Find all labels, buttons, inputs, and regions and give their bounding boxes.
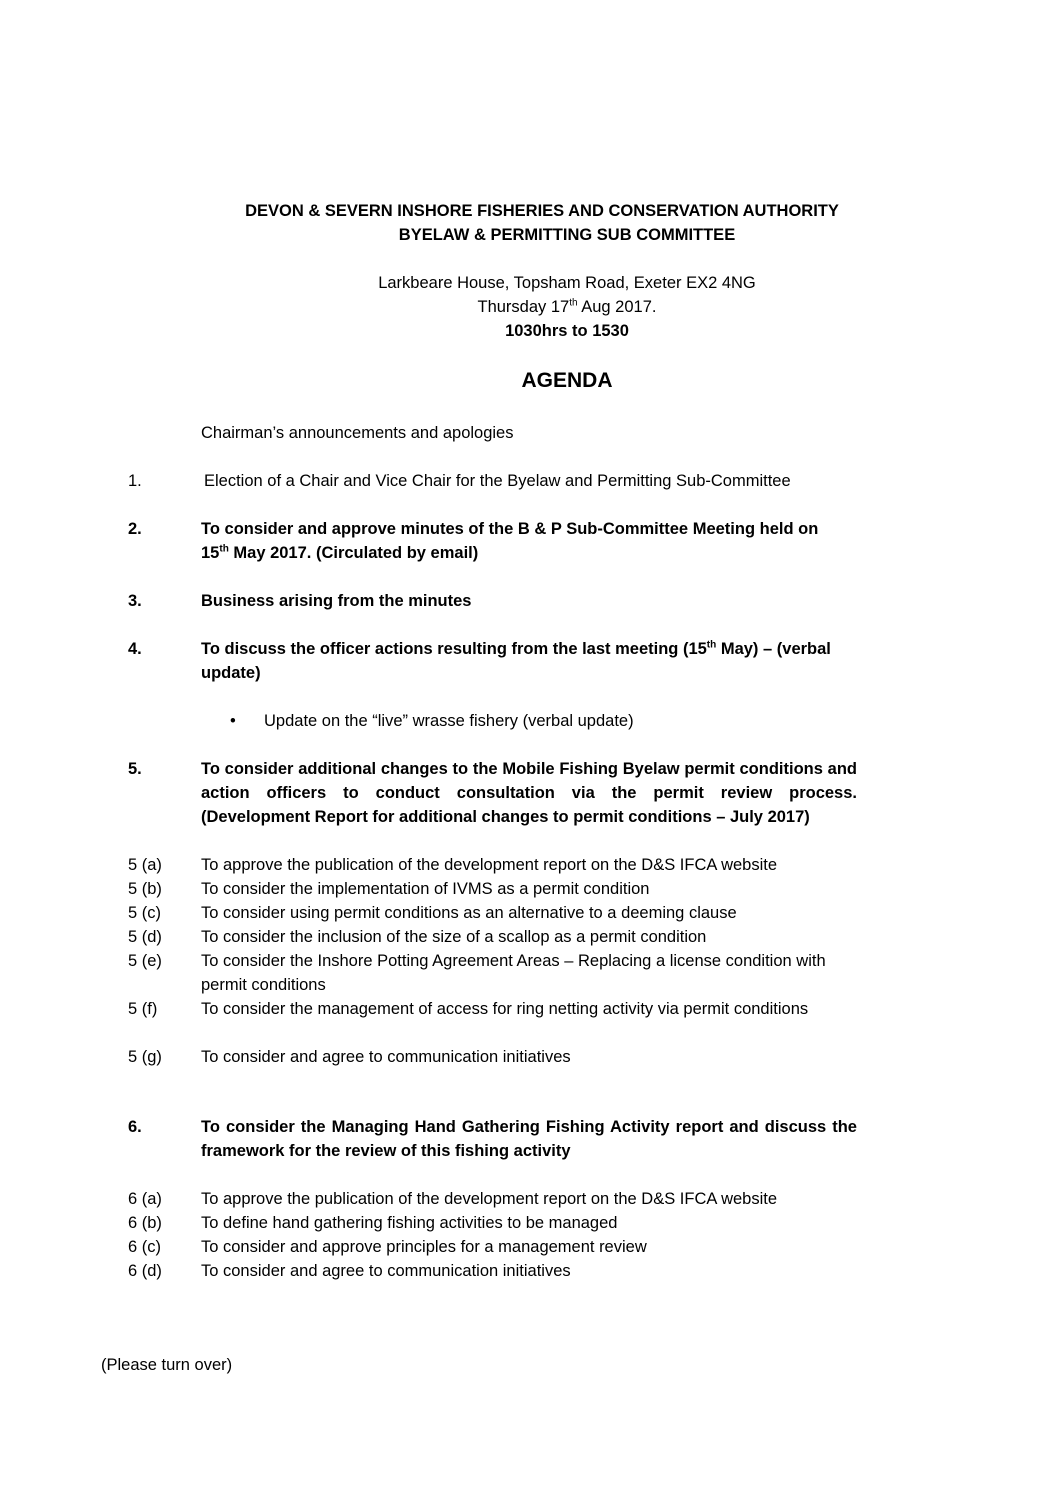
sub-item-text: To define hand gathering fishing activities to be managed — [201, 1214, 618, 1232]
item-text: To consider and approve minutes of the B & P Sub-Committee Meeting held on 15th May 2017. (Circulated by email) — [201, 520, 819, 562]
sub-item-text: To consider and approve principles for a management review — [201, 1238, 647, 1256]
sub-item-number: 5 (g) — [128, 1048, 162, 1066]
sub-item-text: To consider using permit conditions as an alternative to a deeming clause — [201, 904, 737, 922]
sub-item-text: Update on the “live” wrasse fishery (verbal update) — [264, 712, 634, 730]
item-number: 4. — [128, 640, 142, 658]
item-text: To discuss the officer actions resulting from the last meeting (15th May) – (verbal update) — [201, 639, 831, 682]
committee-title: BYELAW & PERMITTING SUB COMMITTEE — [398, 226, 736, 244]
item-number: 1. — [128, 472, 142, 490]
sub-item-number: 5 (b) — [128, 880, 162, 898]
item-number: 6. — [128, 1118, 142, 1136]
sub-item-text: To consider the inclusion of the size of a scallop as a permit condition — [201, 928, 707, 946]
sub-item-text: To consider the implementation of IVMS as a permit condition — [201, 880, 650, 898]
item-text: Election of a Chair and Vice Chair for the Byelaw and Permitting Sub-Committee — [204, 472, 791, 490]
sub-item-text: To consider and agree to communication initiatives — [201, 1262, 571, 1280]
meeting-time: 1030hrs to 1530 — [505, 322, 629, 340]
item-text: Business arising from the minutes — [201, 592, 472, 610]
meeting-address: Larkbeare House, Topsham Road, Exeter EX2 4NG — [378, 274, 756, 292]
meeting-date: Thursday 17th Aug 2017. — [477, 297, 657, 316]
sub-item-text: To consider the Inshore Potting Agreement Areas – Replacing a license condition with permit conditions — [201, 952, 826, 994]
sub-item-number: 5 (e) — [128, 952, 162, 970]
item-number: 2. — [128, 520, 142, 538]
sub-item-number: 5 (d) — [128, 928, 162, 946]
sub-item-number: 6 (a) — [128, 1190, 162, 1208]
page-title: AGENDA — [521, 369, 613, 392]
sub-item-number: 6 (c) — [128, 1238, 161, 1256]
org-title: DEVON & SEVERN INSHORE FISHERIES AND CONSERVATION AUTHORITY — [245, 202, 839, 220]
item-text: To consider additional changes to the Mobile Fishing Byelaw permit conditions and action officers to conduct consultation via the permit review process. (Development Report for additional changes to permit conditions – July 2017) — [201, 760, 857, 826]
sub-item-number: 6 (d) — [128, 1262, 162, 1280]
sub-item-text: To consider the management of access for ring netting activity via permit conditions — [201, 1000, 809, 1018]
sub-item-number: 5 (f) — [128, 1000, 158, 1018]
sub-item-number: 5 (c) — [128, 904, 161, 922]
sub-item-number: 6 (b) — [128, 1214, 162, 1232]
footer-note: (Please turn over) — [101, 1356, 233, 1374]
item-number: 3. — [128, 592, 142, 610]
bullet-icon: • — [230, 712, 236, 730]
sub-item-text: To approve the publication of the development report on the D&S IFCA website — [201, 1190, 778, 1208]
sub-item-number: 5 (a) — [128, 856, 162, 874]
sub-item-text: To consider and agree to communication initiatives — [201, 1048, 571, 1066]
item-text: To consider the Managing Hand Gathering Fishing Activity report and discuss the framework for the review of this fishing activity — [201, 1118, 857, 1160]
sub-item-text: To approve the publication of the development report on the D&S IFCA website — [201, 856, 778, 874]
item-number: 5. — [128, 760, 142, 778]
intro-line: Chairman’s announcements and apologies — [201, 424, 514, 442]
